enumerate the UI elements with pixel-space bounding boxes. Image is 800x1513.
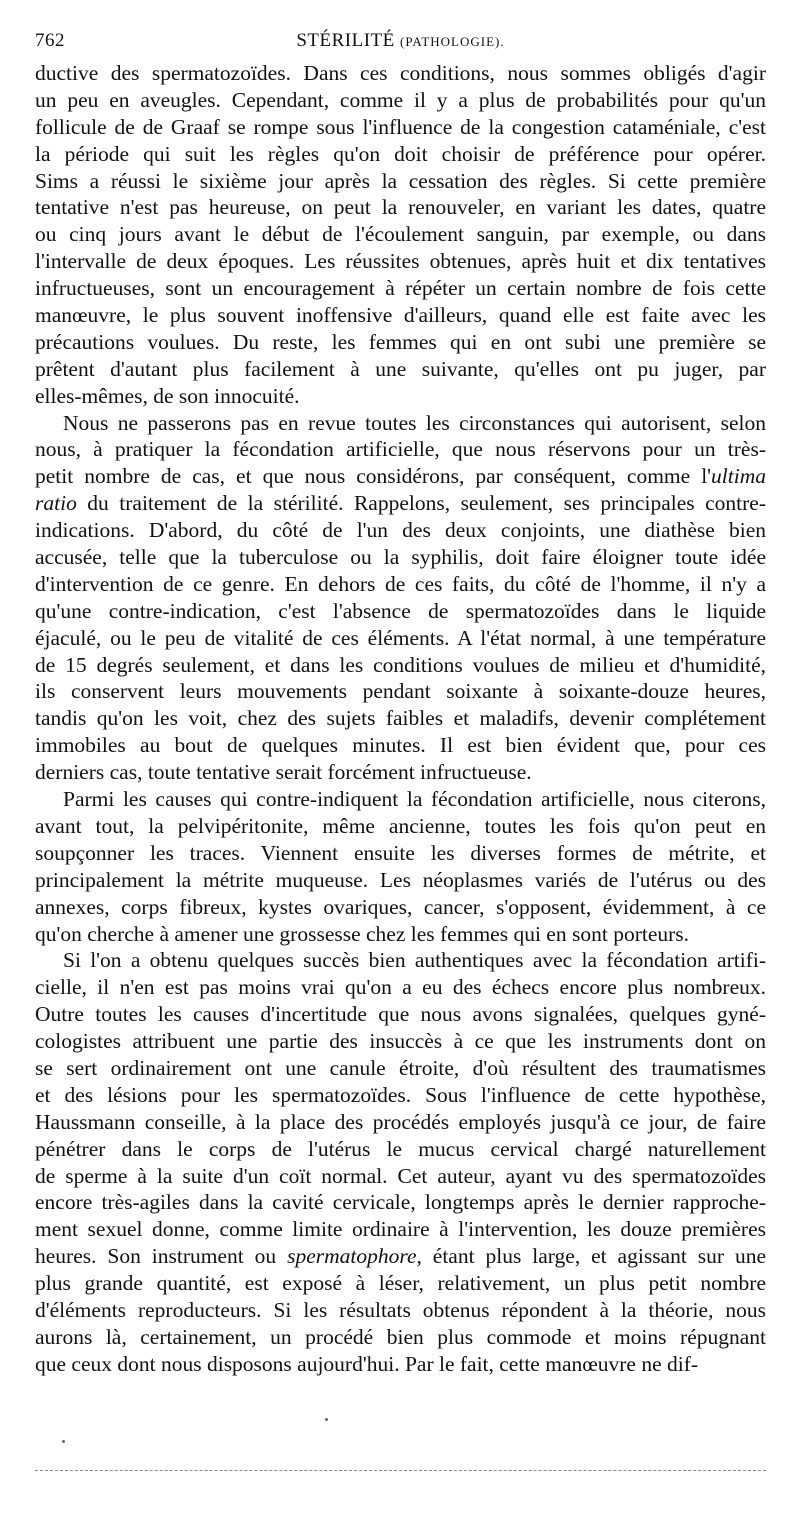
text-line: tentative n'est pas heureuse, on peut la renouveler, en variant les dates, quatre bbox=[35, 195, 766, 220]
text-line: d'éléments reproducteurs. Si les résultats obtenus répondent à la théorie, nous bbox=[35, 1297, 766, 1322]
text-line: derniers cas, toute tentative serait forcément infructueuse. bbox=[35, 760, 532, 785]
text-line: Haussmann conseille, à la place des procédés employés jusqu'à ce jour, de faire bbox=[35, 1109, 766, 1134]
paragraph bbox=[35, 60, 766, 410]
text-line: Nous ne passerons pas en revue toutes les circonstances qui autorisent, selon bbox=[63, 410, 766, 435]
text-line: un peu en aveugles. Cependant, comme il y a plus de probabilités pour qu'un bbox=[35, 87, 766, 112]
text-line: follicule de de Graaf se rompe sous l'influence de la congestion cataméniale, c'est bbox=[35, 114, 766, 139]
text-line: prêtent d'autant plus facilement à une suivante, qu'elles ont pu juger, par bbox=[35, 356, 766, 381]
text-line: soupçonner les traces. Viennent ensuite les diverses formes de métrite, et bbox=[35, 840, 766, 865]
text-line: se sert ordinairement ont une canule étroite, d'où résultent des traumatismes bbox=[35, 1055, 766, 1080]
text-line: cologistes attribuent une partie des insuccès à ce que les instruments dont on bbox=[35, 1029, 766, 1054]
text-line: ratio du traitement de la stérilité. Rappelons, seulement, ses principales contre- bbox=[35, 491, 766, 516]
text-line: et des lésions pour les spermatozoïdes. Sous l'influence de cette hypothèse, bbox=[35, 1082, 766, 1107]
text-line: d'intervention de ce genre. En dehors de ces faits, du côté de l'homme, il n'y a bbox=[35, 571, 766, 596]
text-line: précautions voulues. Du reste, les femmes qui en ont subi une première se bbox=[35, 329, 766, 354]
text-line: ment sexuel donne, comme limite ordinaire à l'intervention, les douze premières bbox=[35, 1217, 766, 1242]
text-line: petit nombre de cas, et que nous considérons, par conséquent, comme l'ultima bbox=[35, 464, 766, 489]
text-line: pénétrer dans le corps de l'utérus le mucus cervical chargé naturellement bbox=[35, 1136, 766, 1161]
body-text bbox=[35, 60, 766, 1378]
text-line: plus grande quantité, est exposé à léser, relativement, un plus petit nombre bbox=[35, 1271, 766, 1296]
text-line: avant tout, la pelvipéritonite, même ancienne, toutes les fois qu'on peut en bbox=[35, 813, 766, 838]
text-line: ductive des spermatozoïdes. Dans ces conditions, nous sommes obligés d'agir bbox=[35, 61, 766, 85]
text-line: éjaculé, ou le peu de vitalité de ces éléments. A l'état normal, à une température bbox=[35, 625, 766, 650]
text-line: elles-mêmes, de son innocuité. bbox=[35, 383, 300, 408]
text-line: la période qui suit les règles qu'on doit choisir de préférence pour opérer. bbox=[35, 141, 766, 166]
text-line: Parmi les causes qui contre-indiquent la fécondation artificielle, nous citerons, bbox=[63, 787, 766, 812]
stray-mark bbox=[62, 1440, 65, 1443]
footer-rule bbox=[35, 1470, 766, 1471]
paragraph bbox=[35, 410, 766, 786]
text-line: qu'une contre-indication, c'est l'absence de spermatozoïdes dans le liquide bbox=[35, 598, 766, 623]
text-line: que ceux dont nous disposons aujourd'hui. Par le fait, cette manœuvre ne dif- bbox=[35, 1351, 699, 1376]
text-line: manœuvre, le plus souvent inoffensive d'ailleurs, quand elle est faite avec les bbox=[35, 303, 766, 328]
paragraph bbox=[35, 786, 766, 947]
running-head bbox=[35, 30, 766, 52]
text-line: ils conservent leurs mouvements pendant soixante à soixante-douze heures, bbox=[35, 679, 766, 704]
text-line: annexes, corps fibreux, kystes ovariques, cancer, s'opposent, évidemment, à ce bbox=[35, 894, 766, 919]
text-line: Si l'on a obtenu quelques succès bien authentiques avec la fécondation artifi- bbox=[63, 948, 766, 973]
text-line: principalement la métrite muqueuse. Les néoplasmes variés de l'utérus ou des bbox=[35, 867, 766, 892]
text-line: heures. Son instrument ou spermatophore, étant plus large, et agissant sur une bbox=[35, 1244, 766, 1269]
text-line: l'intervalle de deux époques. Les réussites obtenues, après huit et dix tentatives bbox=[35, 249, 766, 274]
text-line: immobiles au bout de quelques minutes. Il est bien évident que, pour ces bbox=[35, 733, 766, 758]
text-line: de sperme à la suite d'un coït normal. Cet auteur, ayant vu des spermatozoïdes bbox=[35, 1163, 766, 1188]
text-line: indications. D'abord, du côté de l'un des deux conjoints, une diathèse bien bbox=[35, 518, 766, 543]
running-head-subtitle: (PATHOLOGIE). bbox=[400, 34, 505, 49]
page-header bbox=[35, 30, 766, 60]
page-number: 762 bbox=[35, 30, 65, 51]
text-line: qu'on cherche à amener une grossesse chez les femmes qui en sont porteurs. bbox=[35, 921, 690, 946]
text-line: de 15 degrés seulement, et dans les conditions voulues de milieu et d'humidité, bbox=[35, 652, 766, 677]
paragraph bbox=[35, 947, 766, 1377]
text-line: cielle, il n'en est pas moins vrai qu'on a eu des échecs encore plus nombreux. bbox=[35, 975, 766, 1000]
text-line: ou cinq jours avant le début de l'écoulement sanguin, par exemple, ou dans bbox=[35, 222, 766, 247]
stray-mark bbox=[325, 1418, 328, 1421]
text-line: Sims a réussi le sixième jour après la cessation des règles. Si cette première bbox=[35, 168, 766, 193]
text-line: encore très-agiles dans la cavité cervicale, longtemps après le dernier rapproche- bbox=[35, 1190, 766, 1215]
text-line: tandis qu'on les voit, chez des sujets faibles et maladifs, devenir complétement bbox=[35, 706, 766, 731]
text-line: accusée, telle que la tuberculose ou la syphilis, doit faire éloigner toute idée bbox=[35, 545, 766, 570]
page bbox=[35, 30, 766, 1378]
text-line: Outre toutes les causes d'incertitude que nous avons signalées, quelques gyné- bbox=[35, 1002, 766, 1027]
text-line: nous, à pratiquer la fécondation artificielle, que nous réservons pour un très- bbox=[35, 437, 766, 462]
running-head-title: STÉRILITÉ bbox=[296, 30, 395, 51]
text-line: aurons là, certainement, un procédé bien plus commode et moins répugnant bbox=[35, 1324, 766, 1349]
text-line: infructueuses, sont un encouragement à répéter un certain nombre de fois cette bbox=[35, 276, 766, 301]
